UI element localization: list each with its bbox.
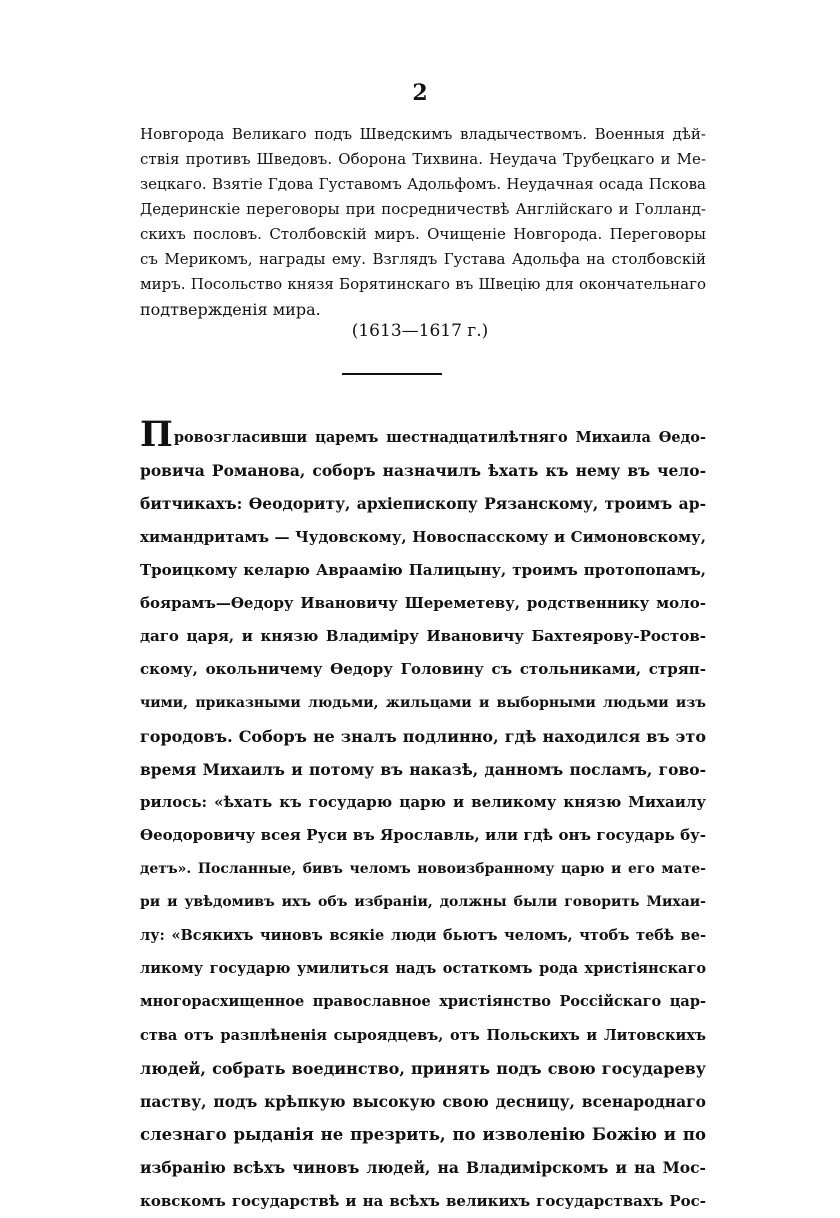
body-line: чими, приказными людьми, жильцами и выборными людьми изъ <box>140 694 706 711</box>
summary-line: Новгорода Великаго подъ Шведскимъ владычествомъ. Военныя дѣй- <box>140 125 706 143</box>
body-text <box>140 414 706 1218</box>
chapter-summary <box>140 122 706 322</box>
body-line: битчикахъ: Ѳеодориту, архіепископу Рязанскому, троимъ ар- <box>140 494 706 514</box>
body-line: городовъ. Соборъ не зналъ подлинно, гдѣ находился въ это <box>140 726 706 746</box>
body-line: избранію всѣхъ чиновъ людей, на Владимірскомъ и на Мос- <box>140 1158 706 1178</box>
summary-line: съ Мерикомъ, награды ему. Взглядъ Густава Адольфа на столбовскій <box>140 250 706 268</box>
body-line: Троицкому келарю Авраамію Палицыну, троимъ протопопамъ, <box>140 560 706 579</box>
section-divider <box>342 373 442 375</box>
body-line: химандритамъ — Чудовскому, Новоспасскому и Симоновскому, <box>140 527 706 546</box>
body-line: лу: «Всякихъ чиновъ всякіе люди бьютъ челомъ, чтобъ тебѣ ве- <box>140 927 706 945</box>
summary-line: ствія противъ Шведовъ. Оборона Тихвина. Неудача Трубецкаго и Ме- <box>140 150 706 168</box>
body-line: даго царя, и князю Владиміру Ивановичу Бахтеярову-Ростов- <box>140 627 706 646</box>
page-number: 2 <box>412 80 428 106</box>
body-line: Ѳеодоровичу всея Руси въ Ярославль, или гдѣ онъ государь бу- <box>140 826 706 845</box>
body-line: людей, собрать воединство, принять подъ свою государеву <box>140 1058 706 1078</box>
initial-letter: П <box>140 414 173 455</box>
body-line: многорасхищенное православное христіянство Россійскаго цар- <box>140 993 706 1011</box>
body-line: ковскомъ государствѣ и на всѣхъ великихъ государствахъ Рос- <box>140 1191 706 1210</box>
body-line: детъ». Посланные, бивъ челомъ новоизбранному царю и его мате- <box>140 860 706 877</box>
body-line: слезнаго рыданія не презрить, по изволенію Божію и по <box>140 1125 706 1145</box>
body-line: рилось: «ѣхать къ государю царю и великому князю Михаилу <box>140 793 706 812</box>
body-line: паству, подъ крѣпкую высокую свою десницу, всенароднаго <box>140 1092 706 1112</box>
summary-line: зецкаго. Взятіе Гдова Густавомъ Адольфомъ. Неудачная осада Пскова <box>140 175 706 193</box>
body-line: время Михаилъ и потому въ наказѣ, данномъ посламъ, гово- <box>140 760 706 780</box>
body-line: ликому государю умилиться надъ остаткомъ рода христіянскаго <box>140 960 706 978</box>
body-line: ри и увѣдомивъ ихъ объ избраніи, должны были говорить Михаи- <box>140 893 706 910</box>
body-line <box>140 414 706 455</box>
summary-line: скихъ пословъ. Столбовскій миръ. Очищеніе Новгорода. Переговоры <box>140 225 706 243</box>
body-line: боярамъ—Ѳедору Ивановичу Шереметеву, родственнику моло- <box>140 594 706 613</box>
summary-line: подтвержденія мира. <box>140 300 321 319</box>
body-line-text: ровозгласивши царемъ шестнадцатилѣтняго Михаила Ѳедо- <box>173 429 706 446</box>
body-line: скому, окольничему Ѳедору Головину съ стольниками, стряп- <box>140 660 706 679</box>
chapter-years: (1613—1617 г.) <box>351 321 489 341</box>
body-line: ства отъ разплѣненія сыроядцевъ, отъ Польскихъ и Литовскихъ <box>140 1026 706 1044</box>
summary-line: Дедеринскіе переговоры при посредничествѣ Англійскаго и Голланд- <box>140 200 706 218</box>
summary-line: миръ. Посольство князя Борятинскаго въ Швецію для окончательнаго <box>140 275 706 293</box>
body-line: ровича Романова, соборъ назначилъ ѣхать къ нему въ чело- <box>140 461 706 481</box>
